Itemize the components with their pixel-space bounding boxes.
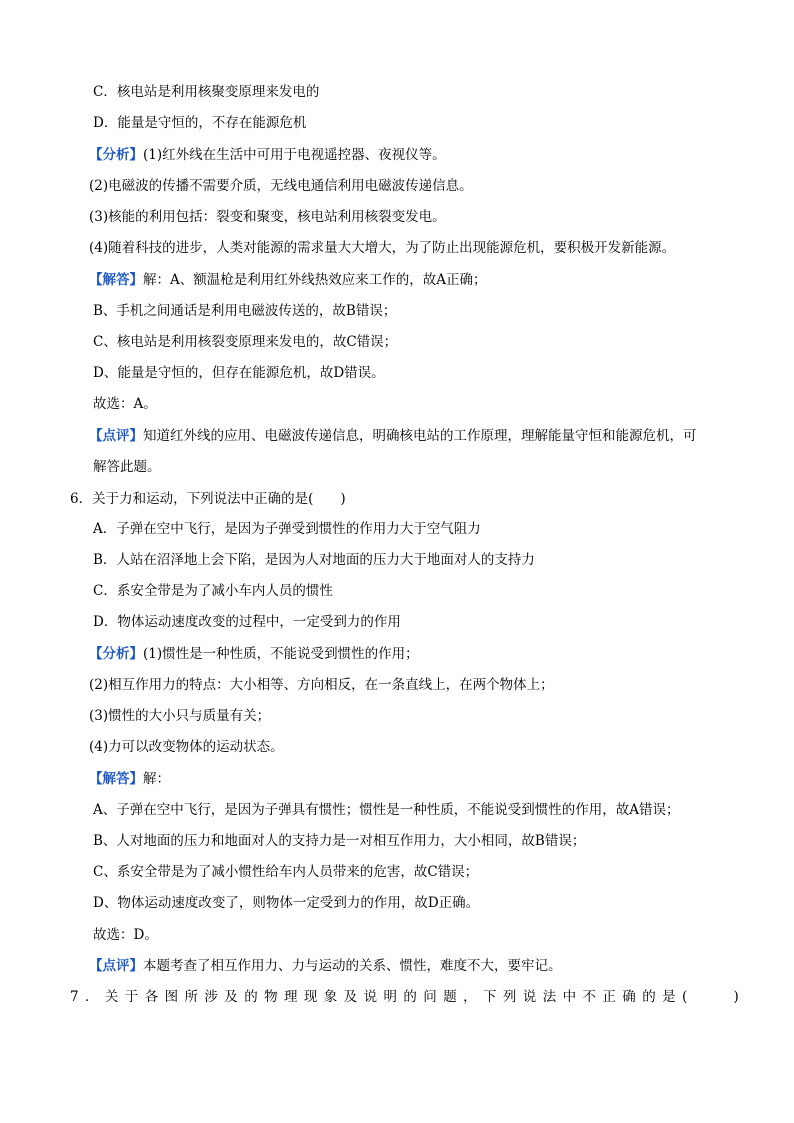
q5-answer-line: D、能量是守恒的，但存在能源危机，故D错误。: [93, 365, 385, 381]
q6-answer-line: A、子弹在空中飞行，是因为子弹具有惯性；惯性是一种性质，不能说受到惯性的作用，故A错误；: [93, 802, 680, 818]
q6-choice: 故选：D。: [93, 927, 158, 943]
answer-tag: 【解答】: [89, 771, 143, 787]
q6-option-c: C．系安全带是为了减小车内人员的惯性: [93, 583, 333, 599]
q5-comment: 【点评】知道红外线的应用、电磁波传递信息，明确核电站的工作原理，理解能量守恒和能源危机，可: [89, 428, 697, 444]
q5-answer: 【解答】解：A、额温枪是利用红外线热效应来工作的，故A正确；: [89, 272, 487, 288]
q6-answer-line: B、人对地面的压力和地面对人的支持力是一对相互作用力，大小相同，故B错误；: [93, 833, 586, 849]
q6-analysis-line: (2)相互作用力的特点：大小相等、方向相反，在一条直线上，在两个物体上；: [89, 677, 554, 693]
answer-tag: 【解答】: [89, 272, 143, 288]
analysis-tag: 【分析】: [89, 646, 143, 662]
q5-choice: 故选：A。: [93, 396, 157, 412]
q6-option-b: B．人站在沼泽地上会下陷，是因为人对地面的压力大于地面对人的支持力: [93, 552, 535, 568]
q5-analysis-line: (3)核能的利用包括：裂变和聚变，核电站利用核裂变发电。: [89, 209, 446, 225]
q6-analysis-line: (4)力可以改变物体的运动状态。: [89, 739, 284, 755]
q5-analysis-line: (4)随着科技的进步，人类对能源的需求量大大增大，为了防止出现能源危机，要积极开发新能源。: [89, 240, 676, 256]
q5-option-c: C．核电站是利用核聚变原理来发电的: [93, 84, 320, 100]
q5-answer-line: C、核电站是利用核裂变原理来发电的，故C错误；: [93, 334, 398, 350]
q6-option-a: A．子弹在空中飞行，是因为子弹受到惯性的作用力大于空气阻力: [93, 521, 481, 537]
comment-tag: 【点评】: [89, 428, 143, 444]
q6-answer-line: C、系安全带是为了减小惯性给车内人员带来的危害，故C错误；: [93, 864, 479, 880]
q5-comment-line: 解答此题。: [93, 459, 161, 475]
analysis-tag: 【分析】: [89, 147, 143, 163]
question-6-stem: 6．关于力和运动，下列说法中正确的是( ): [70, 491, 346, 507]
q5-answer-line: B、手机之间通话是利用电磁波传送的，故B错误；: [93, 303, 397, 319]
question-7-stem: 7．关于各图所涉及的物理现象及说明的问题，下列说法中不正确的是( ): [70, 989, 746, 1005]
q6-comment: 【点评】本题考查了相互作用力、力与运动的关系、惯性，难度不大，要牢记。: [89, 958, 562, 974]
q6-answer: 【解答】解：: [89, 771, 170, 787]
q6-option-d: D．物体运动速度改变的过程中，一定受到力的作用: [93, 614, 401, 630]
comment-tag: 【点评】: [89, 958, 143, 974]
q6-analysis-line: (3)惯性的大小只与质量有关；: [89, 708, 271, 724]
q5-option-d: D．能量是守恒的，不存在能源危机: [93, 115, 307, 131]
q5-analysis-line: (2)电磁波的传播不需要介质，无线电通信利用电磁波传递信息。: [89, 178, 473, 194]
q6-answer-line: D、物体运动速度改变了，则物体一定受到力的作用，故D正确。: [93, 895, 480, 911]
q5-analysis: 【分析】(1)红外线在生活中可用于电视遥控器、夜视仪等。: [89, 147, 446, 163]
q6-analysis: 【分析】(1)惯性是一种性质，不能说受到惯性的作用；: [89, 646, 419, 662]
